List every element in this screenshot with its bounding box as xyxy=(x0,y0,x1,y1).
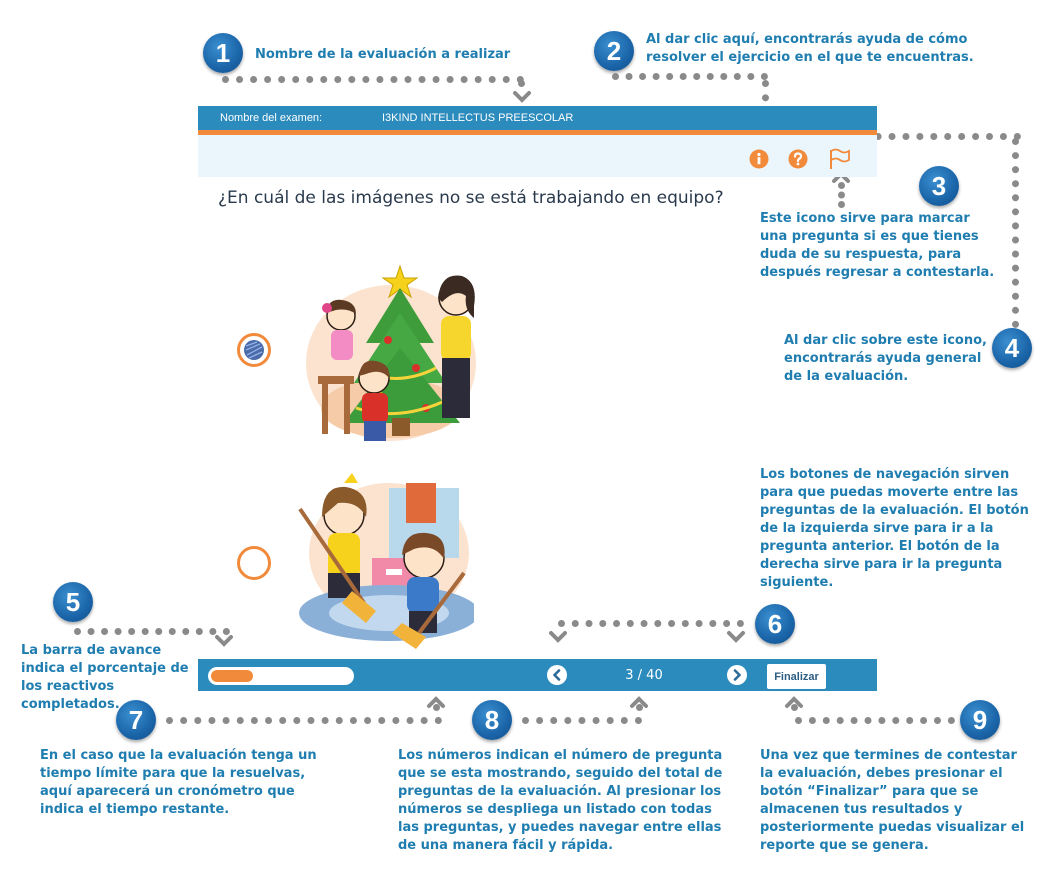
callout-number-7: 7 xyxy=(116,700,156,740)
chevron-left-icon xyxy=(551,669,563,681)
question-text: ¿En cuál de las imágenes no se está trabajando en equipo? xyxy=(218,188,724,208)
progress-bar-fill xyxy=(211,670,253,682)
chevron-down-icon xyxy=(214,634,234,648)
connector-3-up xyxy=(838,182,845,208)
exam-header-bar xyxy=(198,106,877,130)
connector-4-down xyxy=(1012,138,1019,328)
chevron-down-icon xyxy=(726,630,746,644)
callout-text-2: Al dar clic aquí, encontrarás ayuda de cómo resolver el ejercicio en el que te encuentras. xyxy=(646,32,974,65)
callout-text-5: La barra de avance indica el porcentaje de los reactivos completados. xyxy=(21,643,189,712)
finish-button[interactable]: Finalizar xyxy=(767,664,826,689)
callout-text-1: Nombre de la evaluación a realizar xyxy=(255,47,511,62)
option-image-sweeping[interactable] xyxy=(294,473,474,653)
info-icon[interactable] xyxy=(749,149,769,169)
next-question-button[interactable] xyxy=(727,665,747,685)
callout-number-5: 5 xyxy=(53,582,93,622)
callout-number-6: 6 xyxy=(755,604,795,644)
callout-text-9: Una vez que termines de contestar la evaluación, debes presionar el botón “Finalizar” para que se almacenen tus resultados y posteriormente puedas visualizar el reporte que se genera. xyxy=(760,748,1025,853)
chevron-down-icon xyxy=(548,630,568,644)
connector-8 xyxy=(522,717,642,724)
option-image-christmas-tree[interactable] xyxy=(296,258,476,443)
help-icon[interactable] xyxy=(788,149,808,169)
selected-scribble-icon xyxy=(240,336,268,364)
answer-radio-1[interactable] xyxy=(237,333,271,367)
callout-number-4: 4 xyxy=(992,328,1032,368)
connector-7 xyxy=(166,717,442,724)
callout-number-9: 9 xyxy=(960,700,1000,740)
callout-number-8: 8 xyxy=(472,700,512,740)
chevron-up-icon xyxy=(629,695,649,709)
connector-1 xyxy=(222,76,524,83)
callout-number-1: 1 xyxy=(203,33,243,73)
chevron-down-icon xyxy=(512,90,532,104)
connector-9 xyxy=(795,717,955,724)
callout-number-2: 2 xyxy=(594,31,634,71)
callout-text-8: Los números indican el número de pregunta que se esta mostrando, seguido del total de preguntas de la evaluación. Al presionar los números se despliega un listado con todas las preguntas, y puedes navegar entre ellas de una manera fácil y rápida. xyxy=(398,748,723,853)
chevron-right-icon xyxy=(731,669,743,681)
previous-question-button[interactable] xyxy=(547,665,567,685)
question-counter[interactable]: 3 / 40 xyxy=(625,668,663,683)
connector-6 xyxy=(558,620,744,627)
connector-5 xyxy=(74,628,230,635)
chevron-up-icon xyxy=(784,695,804,709)
callout-text-4: Al dar clic sobre este icono, encontrarás ayuda general de la evaluación. xyxy=(784,333,987,384)
answer-radio-2[interactable] xyxy=(237,546,271,580)
chevron-up-icon xyxy=(426,695,446,709)
exam-toolbar xyxy=(198,135,877,177)
exam-name: I3KIND INTELLECTUS PREESCOLAR xyxy=(382,112,574,124)
callout-text-3: Este icono sirve para marcar una pregunta si es que tienes duda de su respuesta, para después regresar a contestarla. xyxy=(760,211,995,280)
callout-number-3: 3 xyxy=(919,166,959,206)
flag-icon[interactable] xyxy=(828,148,852,170)
exam-name-label: Nombre del examen: xyxy=(220,112,323,124)
connector-2 xyxy=(612,73,768,80)
callout-text-6: Los botones de navegación sirven para que puedas moverte entre las preguntas de la evaluación. El botón de la izquierda sirve para ir a la pregunta anterior. El botón de la derecha sirve para ir la pregunta siguiente. xyxy=(760,467,1029,590)
callout-text-7: En el caso que la evaluación tenga un tiempo límite para que la resuelvas, aquí aparecerá un cronómetro que indica el tiempo restante. xyxy=(40,748,317,817)
